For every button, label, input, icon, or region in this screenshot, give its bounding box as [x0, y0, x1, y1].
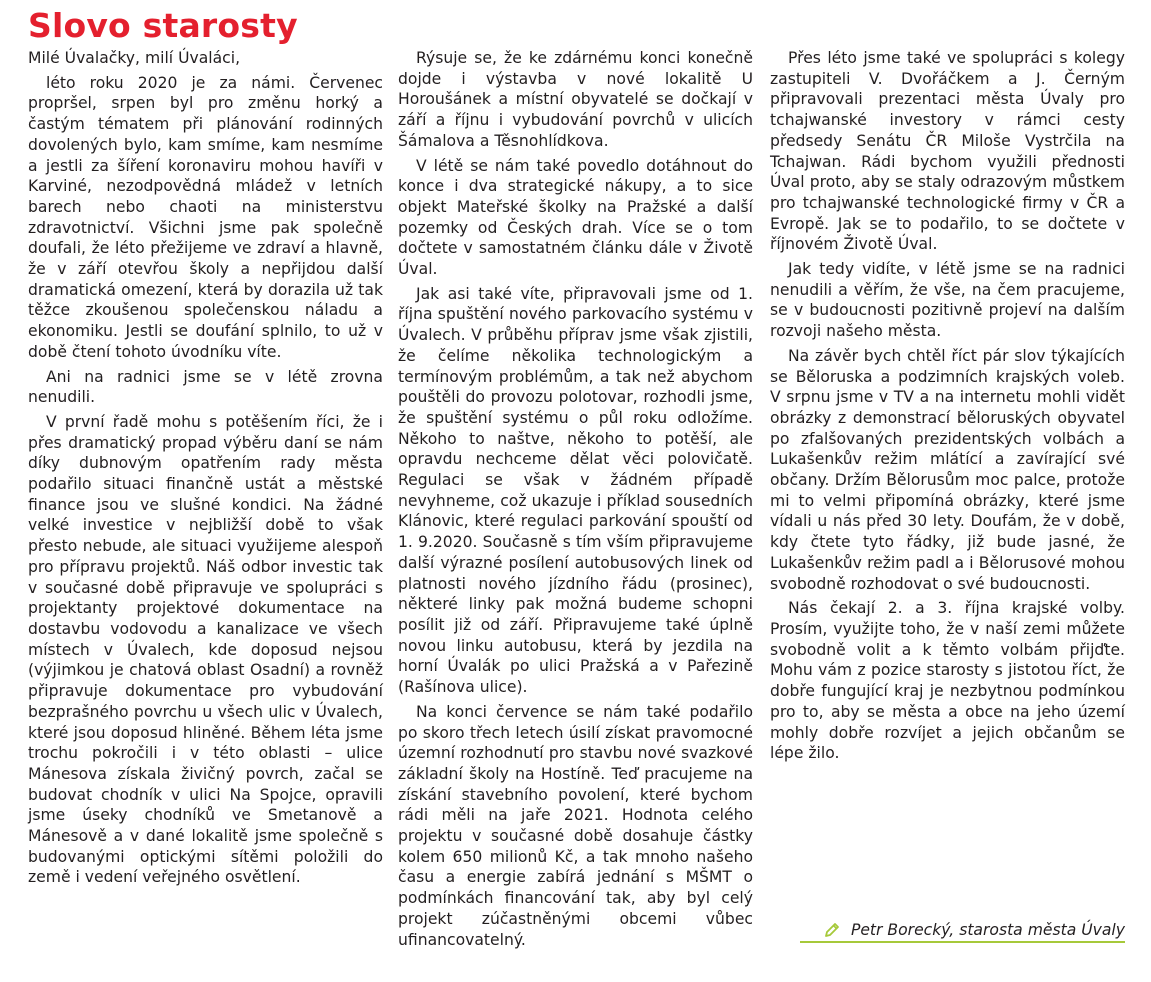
paragraph-2: Ani na radnici jsme se v létě zrovna nenudili.: [28, 367, 383, 407]
pencil-icon: [823, 921, 841, 939]
column-2: [398, 48, 753, 954]
paragraph-1: léto roku 2020 je za námi. Červenec propršel, srpen byl pro změnu horký a častým tématem při plánování rodinných dovolených bylo, kam smíme, kam nesmíme a jestli za šíření koronaviru mohou havíři v Karviné, nezodpovědná mládež v letních barech nebo chaoti na ministerstvu zdravotnictví. Všichni jsme pak společně doufali, že léto přežijeme ve zdraví a hlavně, že v září otevřou školy a nepřijdou další dramatická omezení, která by dorazila už tak těžce zkoušenou společenskou náladu a ekonomiku. Jestli se doufání splnilo, to už v době čtení tohoto úvodníku víte.: [28, 73, 383, 361]
paragraph-8: Přes léto jsme také ve spolupráci s kolegy zastupiteli V. Dvořáčkem a J. Černým připravovali prezentaci města Úvaly pro tchajwanské investory v rámci cesty předsedy Senátu ČR Miloše Vystrčila na Tchajwan. Rádi bychom využili přednosti Úval proto, aby se staly odrazovým můstkem pro tchajwanské technologické firmy v ČR a Evropě. Jak se to podařilo, to se dočtete v říjnovém Životě Úval.: [770, 49, 1125, 254]
paragraph-3: V první řadě mohu s potěšením říci, že i přes dramatický propad výběru daní se nám díky dubnovým opatřením rady města podařilo situaci finančně ustát a městské finance jsou ve slušné kondici. Na žádné velké investice v nejbližší době to však přesto nebude, ale situaci využijeme alespoň pro přípravu projektů. Náš odbor investic tak v současné době připravuje ve spolupráci s projektanty projektové dokumentace na dostavbu vodovodu a kanalizace ve všech místech v Úvalech, kde doposud nejsou (výjimkou je chatová oblast Osadní) a rovněž připravuje dokumentace pro vybudování bezprašného povrchu u všech ulic v Úvalech, které jsou doposud hliněné. Během léta jsme trochu pokročili i v této oblasti – ulice Mánesova získala živičný povrch, začal se budovat chodník v ulici Na Spojce, opravili jsme úseky chodníků ve Smetanově a Mánesově a v dané lokalitě jsme společně s budovanými optickými sítěmi položili do země i vedení veřejného osvětlení.: [28, 412, 383, 887]
paragraph-7: Na konci července se nám také podařilo po skoro třech letech úsilí získat pravomocné územní rozhodnutí pro stavbu nové svazkové základní školy na Hostíně. Teď pracujeme na získání stavebního povolení, které bychom rádi měli na jaře 2021. Hodnota celého projektu v současné době dosahuje částky kolem 650 milionů Kč, a tak mnoho našeho času a energie zabírá jednání s MŠMT o podmínkách financování tak, aby byl celý projekt zúčastněnými obcemi vůbec ufinancovatelný.: [398, 702, 753, 949]
paragraph-5: V létě se nám také povedlo dotáhnout do konce i dva strategické nákupy, a to sice objekt Mateřské školky na Pražské a další pozemky od Českých drah. Více se o tom dočtete v samostatném článku dále v Životě Úval.: [398, 156, 753, 279]
article-title: Slovo starosty: [28, 6, 298, 45]
paragraph-4: Rýsuje se, že ke zdárnému konci konečně dojde i výstavba v nové lokalitě U Horoušánek a místní obyvatelé se dočkají v září a říjnu i vybudování povrchů v ulicích Šámalova a Těsnohlídkova.: [398, 49, 753, 150]
signature-text: Petr Borecký, starosta města Úvaly: [850, 921, 1125, 939]
paragraph-10: Na závěr bych chtěl říct pár slov týkajících se Běloruska a podzimních krajských voleb. V srpnu jsme v TV a na internetu mohli vidět obrázky z demonstrací běloruských obyvatel po zfalšovaných prezidentských volbách a Lukašenkův režim mlátící a zavírající své občany. Držím Bělorusům moc palce, protože mi to velmi připomíná obrázky, které jsme vídali u nás před 30 lety. Doufám, že v době, kdy čtete tyto řádky, již bude jasné, že Lukašenkův režim padl a i Bělorusové mohou svobodně rozhodovat o své budoucnosti.: [770, 346, 1125, 593]
salutation: Milé Úvalačky, milí Úvaláci,: [28, 49, 241, 67]
column-3: [770, 48, 1125, 768]
paragraph-6: Jak asi také víte, připravovali jsme od 1. října spuštění nového parkovacího systému v Úvalech. V průběhu příprav jsme však zjistili, že čelíme několika technologickým a termínovým problémům, a tak než abychom pouštěli do provozu polotovar, rozhodli jsme, že spuštění systému o půl roku odložíme. Někoho to naštve, někoho to potěší, ale opravdu nechceme dělat věci polovičatě. Regulaci se však v žádném případě nevyhneme, což ukazuje i příklad sousedních Klánovic, které regulaci parkování spouští od 1. 9.2020. Současně s tím vším připravujeme další výrazné posílení autobusových linek od platnosti nového jízdního řádu (prosinec), některé linky pak možná budeme schopni posílit již od září. Připravujeme také úplně novou linku autobusu, která by jezdila na horní Úvalák po ulici Pražská a v Pařezině (Rašínova ulice).: [398, 284, 753, 697]
paragraph-9: Jak tedy vidíte, v létě jsme se na radnici nenudili a věřím, že vše, na čem pracujeme, se v budoucnosti pozitivně projeví na dalším rozvoji našeho města.: [770, 260, 1125, 341]
paragraph-11: Nás čekají 2. a 3. října krajské volby. Prosím, využijte toho, že v naší zemi můžete svobodně volit a k těmto volbám přijďte. Mohu vám z pozice starosty s jistotou říct, že dobře fungující kraj je nezbytnou podmínkou pro to, aby se města a obce na jeho území mohly dobře rozvíjet a jejich občanům se lépe žilo.: [770, 599, 1125, 763]
signature: [800, 921, 1125, 943]
column-1: [28, 48, 383, 892]
